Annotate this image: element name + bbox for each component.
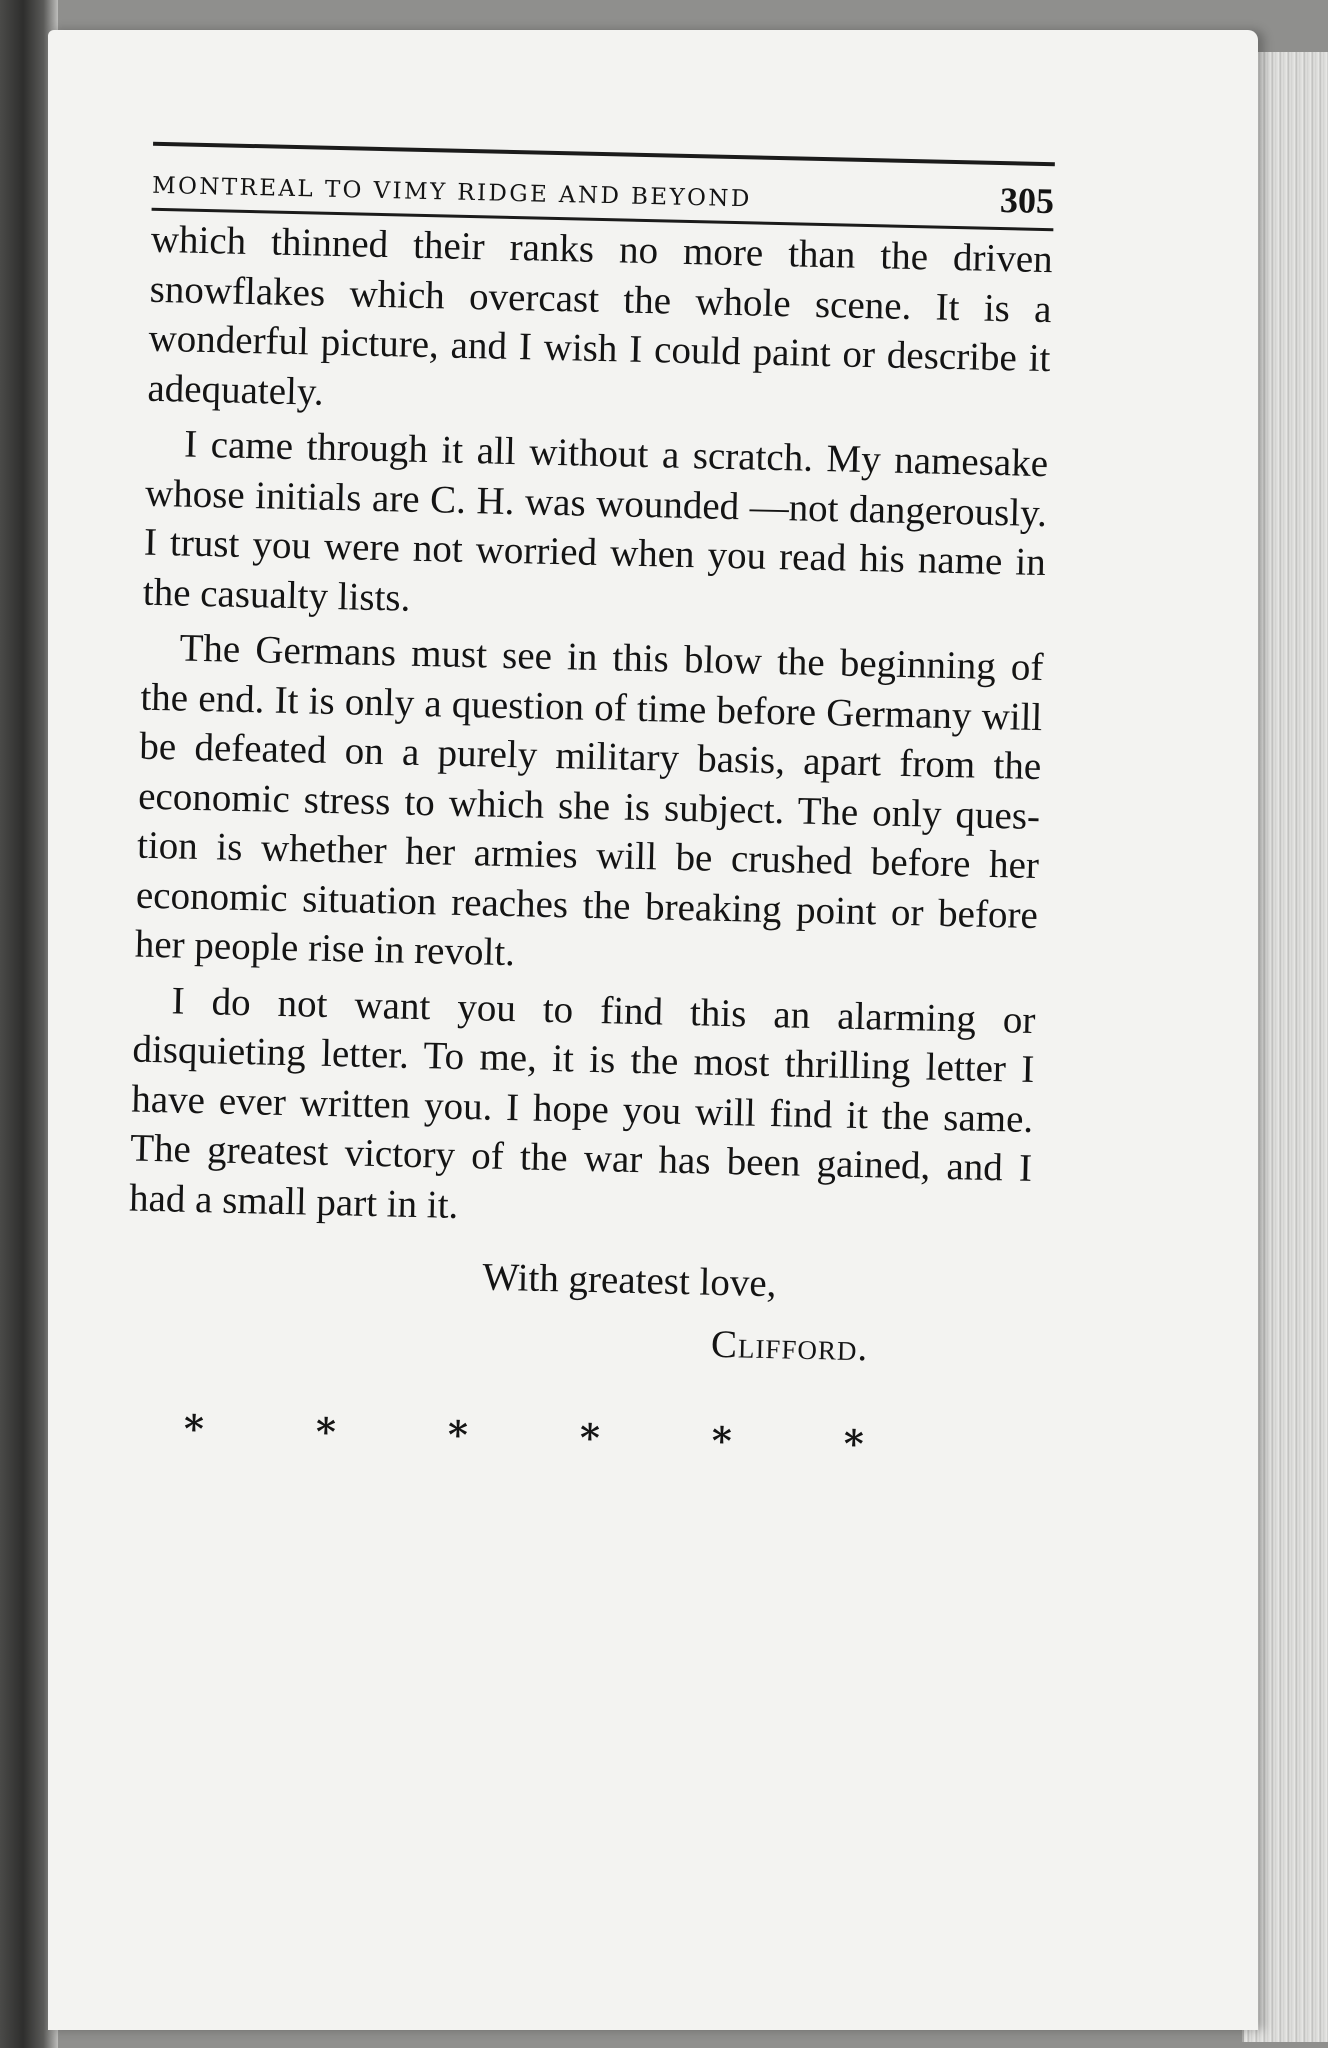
asterisk-ornament: * xyxy=(579,1414,601,1461)
running-head xyxy=(152,146,1055,228)
body-text xyxy=(129,215,1054,1243)
letter-closing: With greatest love, xyxy=(481,1255,777,1306)
asterisk-ornament: * xyxy=(183,1405,205,1452)
paragraph-1: which thinned their ranks no more than the driven snowflakes which overcast the whole scene. It is a wonderful picture, and I wish I could paint or describe it adequately. xyxy=(147,217,1054,414)
running-title: MONTREAL TO VIMY RIDGE AND BEYOND xyxy=(151,172,752,213)
paragraph-2: I came through it all without a scratch. My namesake whose initials are C. H. was wounded —not dangerously. I trust you were not worried when you read his name in the casualty lists. xyxy=(142,422,1049,620)
text-block xyxy=(123,142,1054,1468)
section-break-ornament xyxy=(183,1405,865,1467)
paragraph-4: I do not want you to find this an alarming or disquieting letter. To me, it is the most thrilling letter I have ever written you. I hope you will find it the same. The greatest victory of the war has been gained, and I had a small part in it. xyxy=(128,978,1036,1227)
asterisk-ornament: * xyxy=(711,1417,733,1464)
page-number: 305 xyxy=(999,180,1055,222)
asterisk-ornament: * xyxy=(315,1408,337,1455)
letter-signature: Clifford. xyxy=(710,1322,869,1369)
asterisk-ornament: * xyxy=(447,1411,469,1458)
paragraph-3: The Germans must see in this blow the beginning of the end. It is only a question of time before Germany will be defeated on a purely military basis, apart from the economic stress to which she is subject. The only question is whether her armies will be crushed before her economic situation reaches the breaking point or before her people rise in revolt. xyxy=(134,626,1044,975)
book-page xyxy=(48,30,1258,2030)
asterisk-ornament: * xyxy=(843,1420,865,1467)
